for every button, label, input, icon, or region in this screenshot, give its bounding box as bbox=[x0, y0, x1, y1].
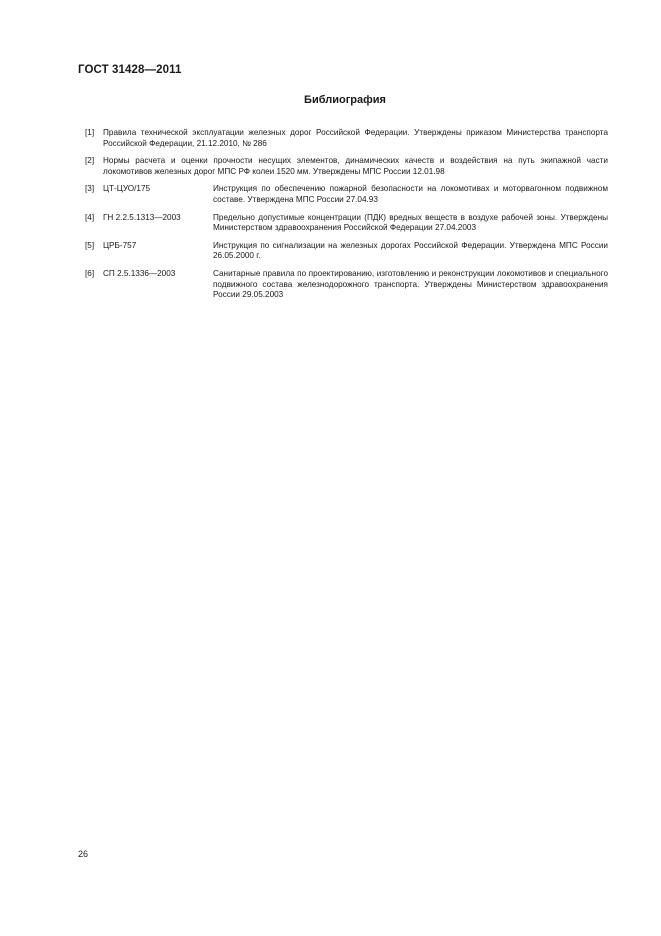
bibliography-entry-3 bbox=[85, 184, 608, 205]
entry-text: Инструкция по сигнализации на железных дорогах Российской Федерации. Утверждена МПС России 26.05.2000 г. bbox=[213, 240, 608, 261]
section-title: Библиография bbox=[304, 94, 386, 106]
bibliography-list bbox=[85, 128, 608, 301]
bibliography-entry-2 bbox=[85, 156, 608, 177]
entry-text: Санитарные правила по проектированию, изготовлению и реконструкции локомотивов и специального подвижного состава железнодорожного транспорта. Утверждены Министерством здравоохранения России 29.05.2003 bbox=[213, 268, 608, 300]
bibliography-entry-1 bbox=[85, 128, 608, 149]
bibliography-entry-5 bbox=[85, 241, 608, 262]
bibliography-entry-4 bbox=[85, 213, 608, 234]
document-header: ГОСТ 31428—2011 bbox=[78, 64, 182, 76]
page-number: 26 bbox=[78, 849, 89, 859]
entry-number: [4] bbox=[85, 212, 95, 222]
entry-text: Правила технической эксплуатации железных дорог Российской Федерации. Утверждены приказом Министерства транспорта Российской Федерации, 21.12.2010, № 286 bbox=[103, 128, 608, 148]
entry-number: [6] bbox=[85, 268, 95, 278]
entry-code: СП 2.5.1336—2003 bbox=[103, 268, 176, 278]
entry-number: [5] bbox=[85, 240, 95, 250]
entry-code: ЦРБ-757 bbox=[103, 240, 137, 250]
entry-text: Инструкция по обеспечению пожарной безопасности на локомотивах и моторвагонном подвижном составе. Утверждена МПС России 27.04.93 bbox=[213, 184, 608, 204]
entry-number: [1] bbox=[85, 128, 95, 137]
bibliography-entry-6 bbox=[85, 269, 608, 301]
entry-code: ЦТ-ЦУО/175 bbox=[103, 184, 151, 194]
entry-code: ГН 2.2.5.1313—2003 bbox=[103, 212, 181, 222]
entry-text: Предельно допустимые концентрации (ПДК) вредных веществ в воздухе рабочей зоны. Утверждены Министерством здравоохранения Российской Федерации 27.04.2003 bbox=[213, 212, 608, 233]
entry-number: [3] bbox=[85, 184, 95, 194]
entry-text: Нормы расчета и оценки прочности несущих элементов, динамических качеств и воздействия на путь экипажной части локомотивов железных дорог МПС РФ колеи 1520 мм. Утверждены МПС России 12.01.98 bbox=[103, 156, 608, 176]
entry-number: [2] bbox=[85, 156, 95, 166]
